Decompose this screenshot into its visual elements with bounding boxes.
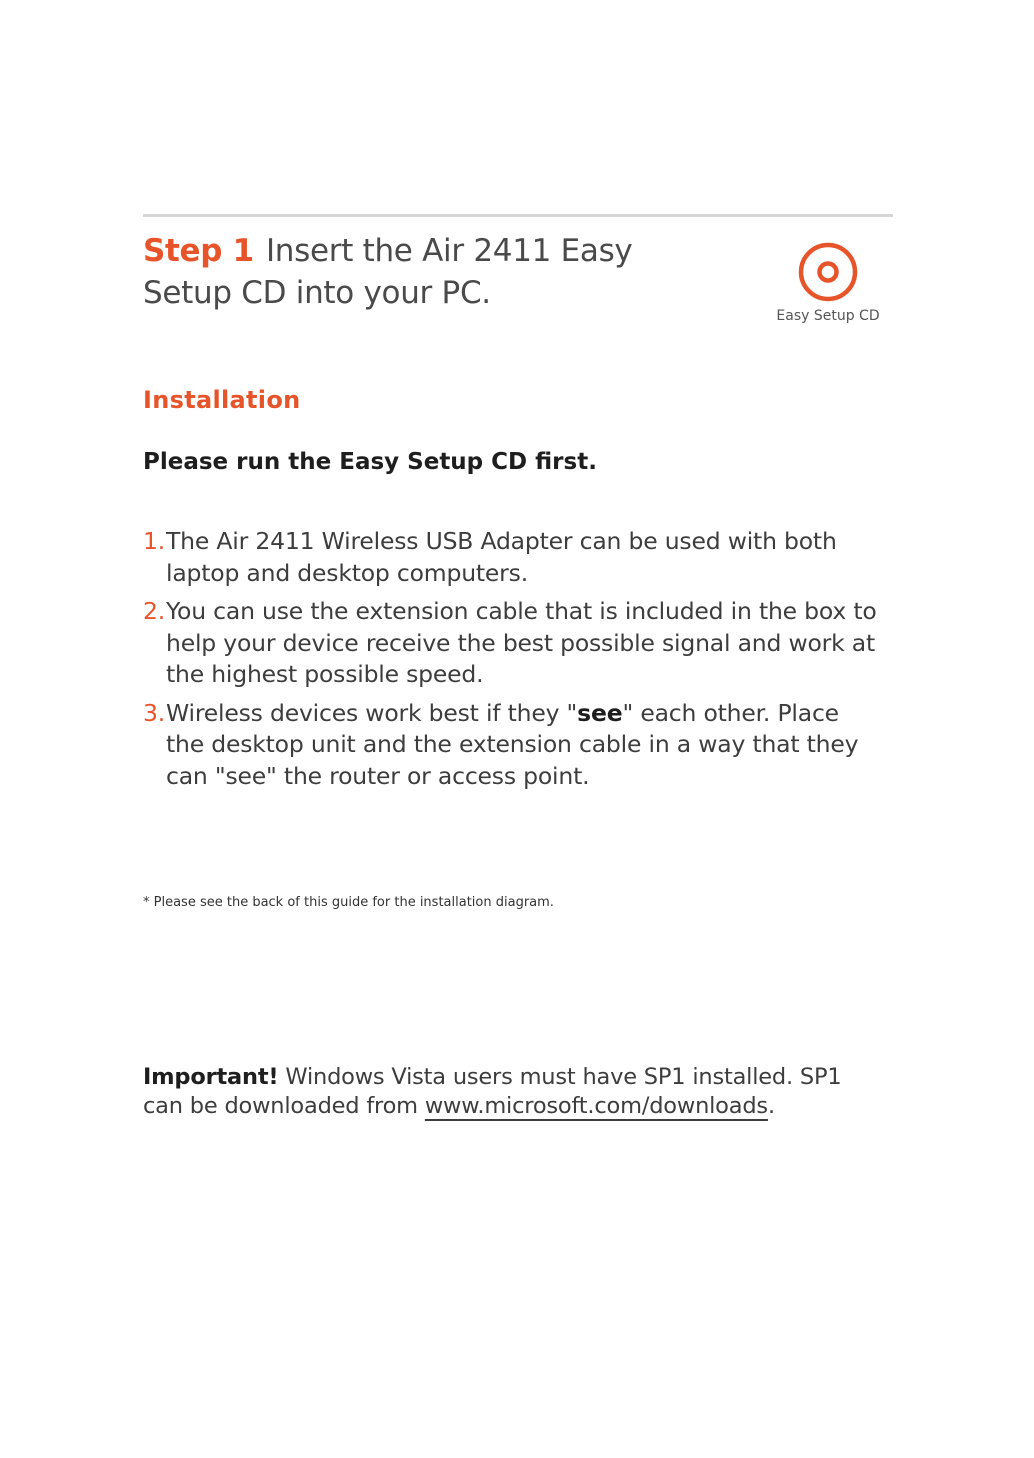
- step-label: Step 1: [143, 233, 254, 269]
- step-heading: [143, 230, 703, 314]
- step-text-emphasis: see: [577, 698, 623, 727]
- step-text: The Air 2411 Wireless USB Adapter can be used with both laptop and desktop computers.: [166, 527, 837, 587]
- step-text-after: " each other. Place the desktop unit and the extension cable in a way that they can "see" the router or access point.: [166, 698, 859, 790]
- important-end: .: [767, 1093, 775, 1119]
- important-text: Windows Vista users must have SP1 installed. SP1 can be downloaded from: [143, 1064, 842, 1119]
- easy-setup-cd-badge: [766, 240, 890, 324]
- step-text: You can use the extension cable that is included in the box to help your device receive the best possible signal and work at the highest possible speed.: [166, 597, 877, 688]
- important-label: Important!: [143, 1064, 279, 1090]
- important-note: [143, 1063, 883, 1121]
- installation-title: Installation: [143, 386, 301, 414]
- top-divider: [143, 214, 893, 217]
- step-number: 2.: [143, 597, 166, 625]
- step-number: 1.: [143, 527, 166, 555]
- cd-disc-icon: [766, 240, 890, 304]
- footnote: * Please see the back of this guide for the installation diagram.: [143, 895, 554, 910]
- step-text: Insert the Air 2411 Easy Setup CD into your PC.: [143, 233, 633, 311]
- list-item: [143, 596, 883, 691]
- list-item: [143, 526, 883, 589]
- downloads-link[interactable]: www.microsoft.com/downloads: [424, 1093, 768, 1119]
- lead-instruction: Please run the Easy Setup CD first.: [143, 449, 597, 475]
- step-number: 3.: [143, 698, 166, 727]
- step-text-before: Wireless devices work best if they ": [166, 698, 578, 727]
- cd-caption: Easy Setup CD: [776, 308, 880, 324]
- list-item: [143, 698, 883, 793]
- installation-steps: [143, 526, 883, 799]
